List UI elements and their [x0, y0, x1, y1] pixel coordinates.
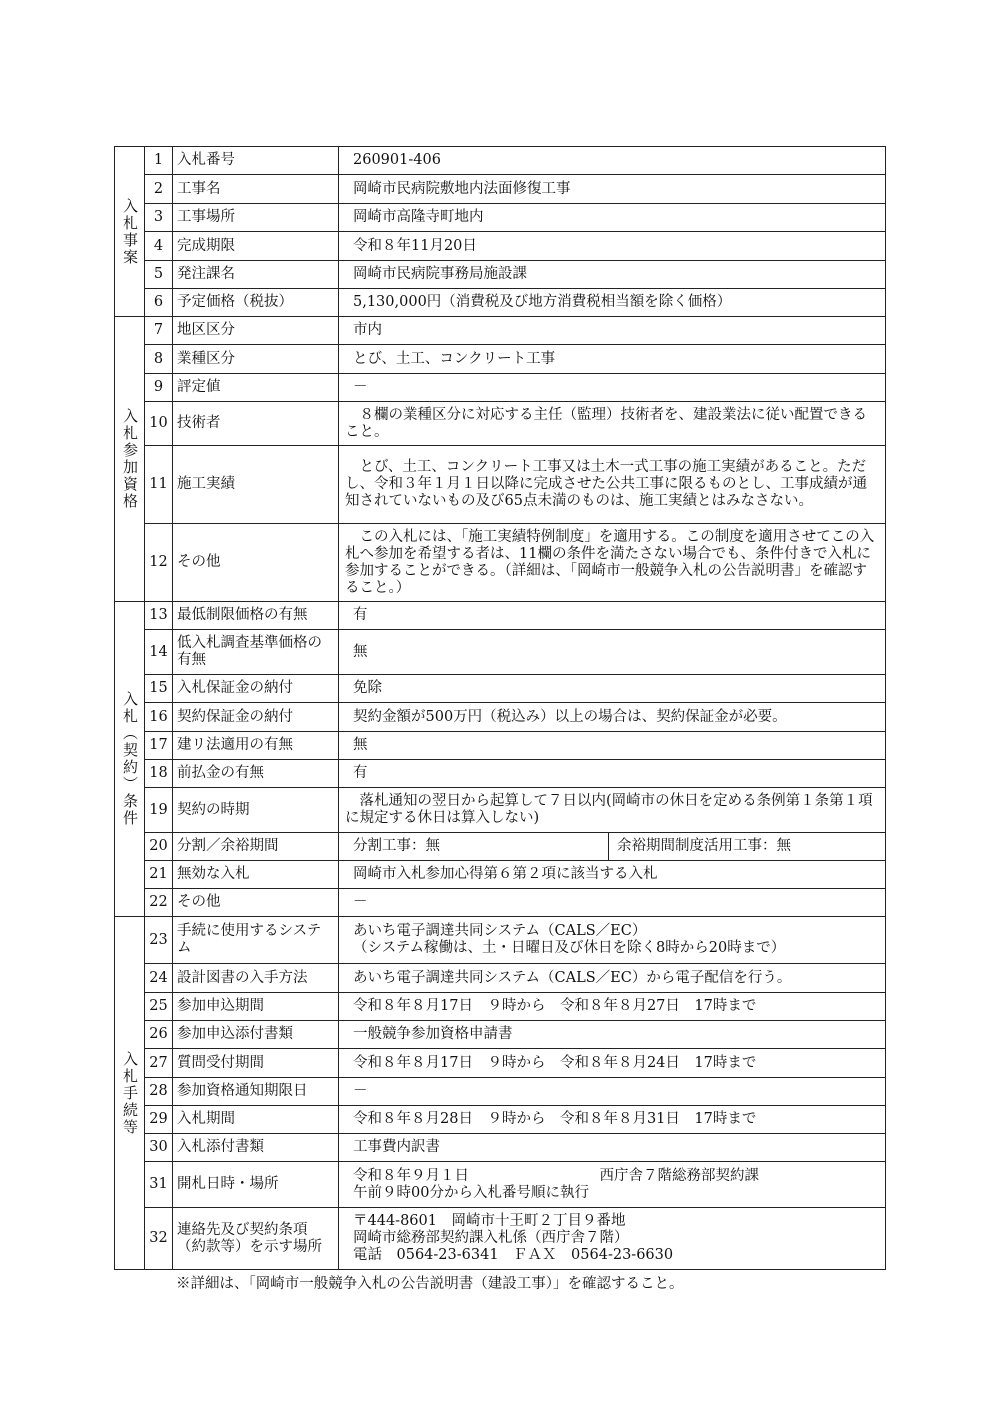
table-row [115, 524, 886, 602]
row-label: 入札保証金の納付 [173, 675, 339, 703]
table-row [115, 1106, 886, 1134]
table-row [115, 1049, 886, 1078]
row-number: 16 [145, 703, 173, 732]
row-number: 31 [145, 1162, 173, 1208]
row-label: 質問受付期間 [173, 1049, 339, 1078]
row-value: 令和８年８月28日 ９時から 令和８年８月31日 17時まで [339, 1106, 886, 1134]
row-value: 無 [339, 732, 886, 760]
row-label: 手続に使用するシステム [173, 917, 339, 964]
row-value-grace-period: 余裕期間制度活用工事：無 [609, 833, 886, 861]
table-row [115, 1162, 886, 1208]
table-row [115, 147, 886, 175]
row-number: 8 [145, 345, 173, 374]
table-row [115, 289, 886, 317]
row-number: 26 [145, 1021, 173, 1049]
row-value: とび、土工、コンクリート工事又は土木一式工事の施工実績があること。ただし、令和３年１月１日以降に完成させた公共工事に限るものとし、工事成績が通知されていないもの及び65点未満のものは、施工実績とはみなさない。 [339, 446, 886, 524]
row-number: 12 [145, 524, 173, 602]
table-row [115, 1134, 886, 1162]
row-number: 17 [145, 732, 173, 760]
row-value: あいち電子調達共同システム（CALS／EC）から電子配信を行う。 [339, 964, 886, 993]
row-value: 市内 [339, 317, 886, 345]
row-label: 予定価格（税抜） [173, 289, 339, 317]
tender-info-table [114, 146, 886, 1270]
table-row [115, 833, 886, 861]
row-value: 令和８年11月20日 [339, 232, 886, 261]
row-value: 工事費内訳書 [339, 1134, 886, 1162]
table-row [115, 630, 886, 675]
row-value: 免除 [339, 675, 886, 703]
group-label-case: 入札事案 [115, 147, 145, 317]
row-value: 有 [339, 602, 886, 630]
row-value: 落札通知の翌日から起算して７日以内(岡崎市の休日を定める条例第１条第１項に規定する休日は算入しない) [339, 788, 886, 833]
row-value: 契約金額が500万円（税込み）以上の場合は、契約保証金が必要。 [339, 703, 886, 732]
row-number: 15 [145, 675, 173, 703]
row-number: 2 [145, 175, 173, 204]
table-row [115, 861, 886, 889]
row-value: 無 [339, 630, 886, 675]
row-value: 令和８年８月17日 ９時から 令和８年８月24日 17時まで [339, 1049, 886, 1078]
row-value: 岡崎市入札参加心得第６第２項に該当する入札 [339, 861, 886, 889]
table-row [115, 964, 886, 993]
table-row [115, 446, 886, 524]
row-value: あいち電子調達共同システム（CALS／EC） （システム稼働は、土・日曜日及び休日を除く8時から20時まで） [339, 917, 886, 964]
row-value: この入札には、「施工実績特例制度」を適用する。この制度を適用させてこの入札へ参加を希望する者は、11欄の条件を満たさない場合でも、条件付きで入札に参加することができる。（詳細は、「岡崎市一般競争入札の公告説明書」を確認すること。） [339, 524, 886, 602]
row-number: 21 [145, 861, 173, 889]
row-number: 20 [145, 833, 173, 861]
row-label: 連絡先及び契約条項（約款等）を示す場所 [173, 1208, 339, 1270]
row-number: 9 [145, 374, 173, 402]
row-value: 260901-406 [339, 147, 886, 175]
row-number: 10 [145, 402, 173, 446]
row-number: 13 [145, 602, 173, 630]
row-number: 7 [145, 317, 173, 345]
table-row [115, 261, 886, 289]
row-label: 前払金の有無 [173, 760, 339, 788]
group-label-conditions: 入札（契約）条件 [115, 602, 145, 917]
row-label: 無効な入札 [173, 861, 339, 889]
row-value: － [339, 374, 886, 402]
table-row [115, 917, 886, 964]
row-number: 14 [145, 630, 173, 675]
table-row [115, 889, 886, 917]
row-label: 入札番号 [173, 147, 339, 175]
row-label: 参加申込期間 [173, 993, 339, 1021]
row-number: 4 [145, 232, 173, 261]
table-row [115, 703, 886, 732]
table-row [115, 232, 886, 261]
row-number: 5 [145, 261, 173, 289]
row-label: 施工実績 [173, 446, 339, 524]
row-value: 岡崎市民病院敷地内法面修復工事 [339, 175, 886, 204]
table-row [115, 993, 886, 1021]
row-label: その他 [173, 524, 339, 602]
table-row [115, 732, 886, 760]
table-row [115, 675, 886, 703]
group-label-qualification: 入札参加資格 [115, 317, 145, 602]
row-label: 入札期間 [173, 1106, 339, 1134]
row-value: ８欄の業種区分に対応する主任（監理）技術者を、建設業法に従い配置できること。 [339, 402, 886, 446]
row-label: その他 [173, 889, 339, 917]
row-number: 32 [145, 1208, 173, 1270]
row-value: － [339, 1078, 886, 1106]
table-row [115, 760, 886, 788]
row-label: 設計図書の入手方法 [173, 964, 339, 993]
table-row [115, 402, 886, 446]
row-label: 工事名 [173, 175, 339, 204]
row-label: 工事場所 [173, 204, 339, 232]
table-row [115, 602, 886, 630]
row-number: 19 [145, 788, 173, 833]
row-number: 27 [145, 1049, 173, 1078]
row-number: 28 [145, 1078, 173, 1106]
row-label: 完成期限 [173, 232, 339, 261]
row-number: 30 [145, 1134, 173, 1162]
row-label: 参加申込添付書類 [173, 1021, 339, 1049]
row-label: 参加資格通知期限日 [173, 1078, 339, 1106]
table-row [115, 204, 886, 232]
row-number: 3 [145, 204, 173, 232]
row-value: とび、土工、コンクリート工事 [339, 345, 886, 374]
row-value-split: 分割工事：無 [339, 833, 609, 861]
row-value: 一般競争参加資格申請書 [339, 1021, 886, 1049]
row-value: 有 [339, 760, 886, 788]
row-number: 18 [145, 760, 173, 788]
table-row [115, 317, 886, 345]
tender-notice-document [114, 146, 885, 1270]
row-number: 1 [145, 147, 173, 175]
row-label: 契約の時期 [173, 788, 339, 833]
row-number: 25 [145, 993, 173, 1021]
row-value: 令和８年９月１日 西庁舎７階総務部契約課 午前９時00分から入札番号順に執行 [339, 1162, 886, 1208]
table-row [115, 1078, 886, 1106]
row-label: 開札日時・場所 [173, 1162, 339, 1208]
row-label: 低入札調査基準価格の有無 [173, 630, 339, 675]
row-label: 最低制限価格の有無 [173, 602, 339, 630]
row-value: 岡崎市民病院事務局施設課 [339, 261, 886, 289]
row-value: 〒444-8601 岡崎市十王町２丁目９番地 岡崎市総務部契約課入札係（西庁舎７階） 電話 0564-23-6341 ＦＡＸ 0564-23-6630 [339, 1208, 886, 1270]
table-row [115, 788, 886, 833]
table-row [115, 1208, 886, 1270]
row-label: 契約保証金の納付 [173, 703, 339, 732]
row-value: 令和８年８月17日 ９時から 令和８年８月27日 17時まで [339, 993, 886, 1021]
table-row [115, 345, 886, 374]
row-label: 業種区分 [173, 345, 339, 374]
row-number: 22 [145, 889, 173, 917]
row-label: 地区区分 [173, 317, 339, 345]
row-number: 23 [145, 917, 173, 964]
table-row [115, 374, 886, 402]
row-label: 入札添付書類 [173, 1134, 339, 1162]
row-label: 発注課名 [173, 261, 339, 289]
table-row [115, 1021, 886, 1049]
row-label: 評定値 [173, 374, 339, 402]
row-number: 29 [145, 1106, 173, 1134]
row-label: 分割／余裕期間 [173, 833, 339, 861]
row-value: － [339, 889, 886, 917]
footnote: ※詳細は、「岡崎市一般競争入札の公告説明書（建設工事）」を確認すること。 [176, 1276, 684, 1292]
row-number: 11 [145, 446, 173, 524]
row-value: 5,130,000円（消費税及び地方消費税相当額を除く価格） [339, 289, 886, 317]
table-row [115, 175, 886, 204]
row-label: 建リ法適用の有無 [173, 732, 339, 760]
row-label: 技術者 [173, 402, 339, 446]
row-value: 岡崎市高隆寺町地内 [339, 204, 886, 232]
group-label-procedures: 入札手続等 [115, 917, 145, 1270]
row-number: 24 [145, 964, 173, 993]
row-number: 6 [145, 289, 173, 317]
